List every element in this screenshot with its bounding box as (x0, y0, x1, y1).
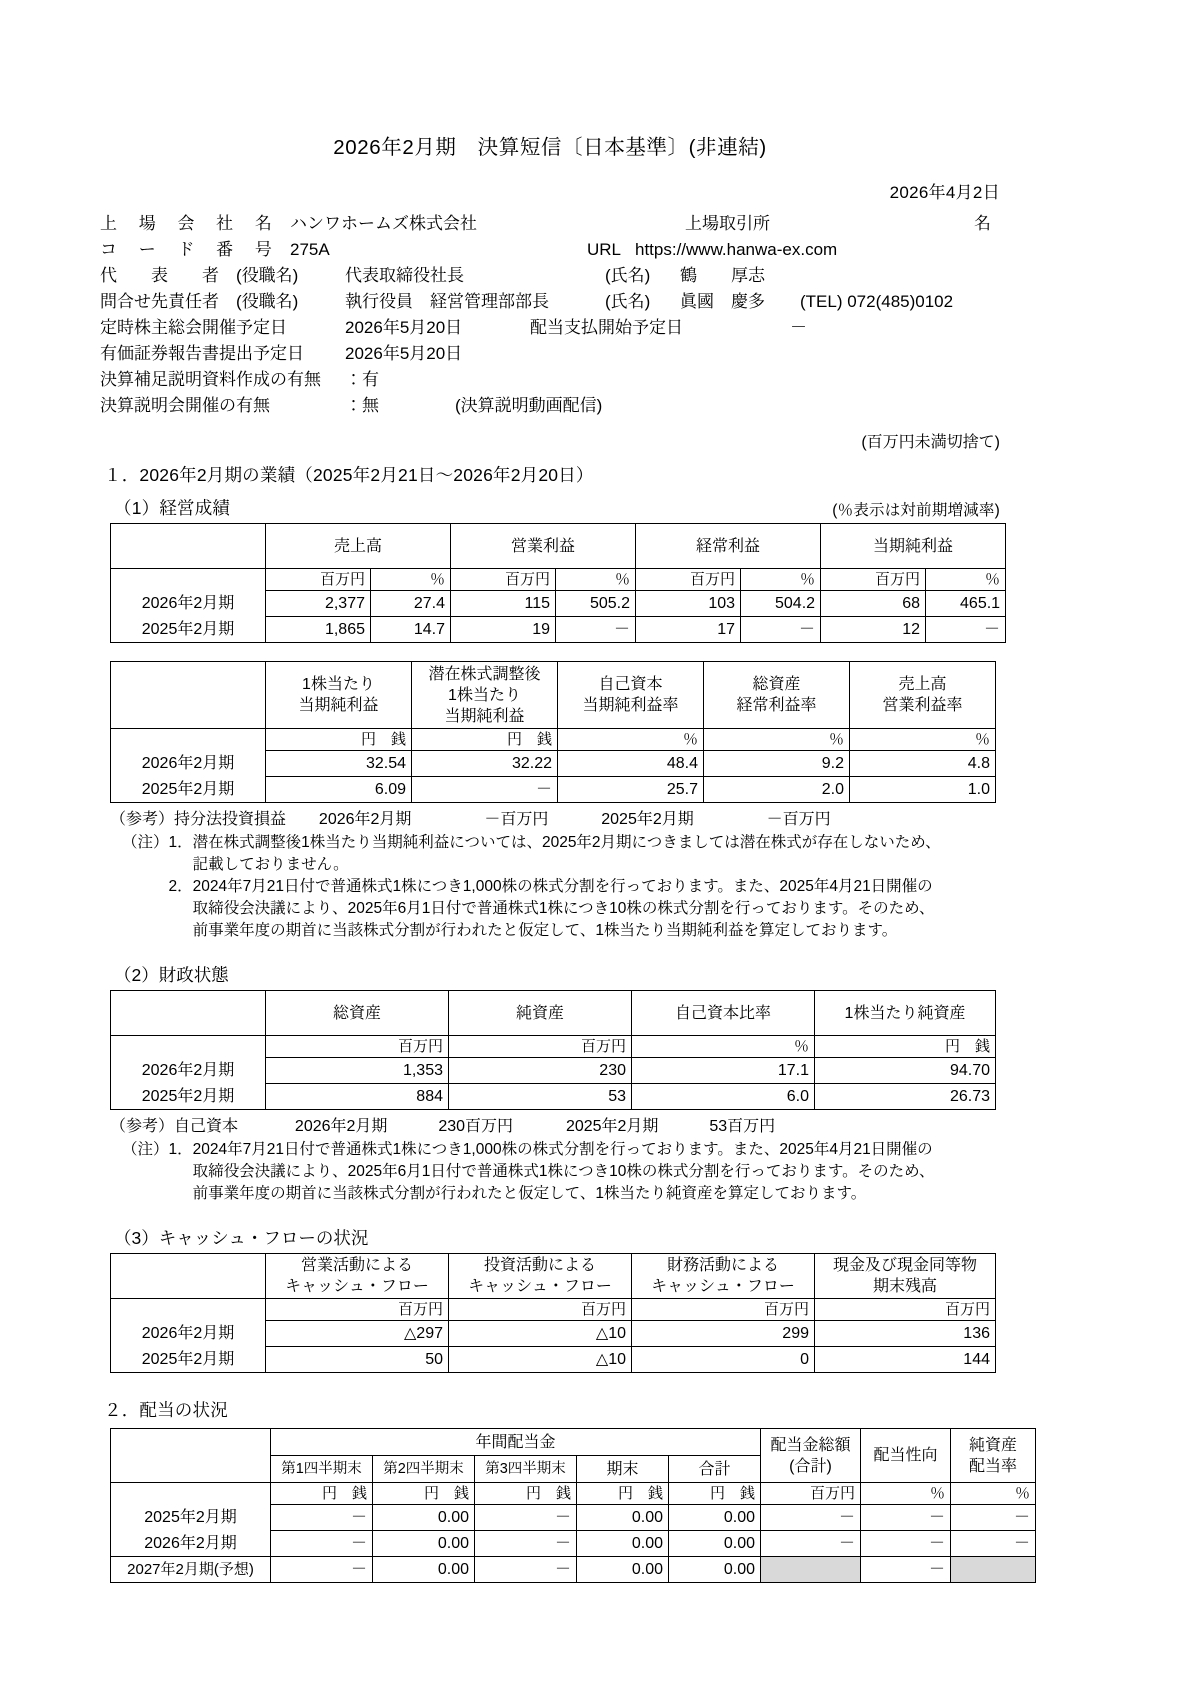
rep-name-label: (氏名) (605, 266, 651, 285)
section1-title: １．2026年2月期の業績（2025年2月21日～2026年2月20日） (104, 465, 594, 485)
col-cash-balance-line1: 現金及び現金同等物 (832, 1257, 977, 1274)
unit-cell: 百万円 (266, 1299, 449, 1321)
col-operating-cf-line2: キャッシュ・フロー (285, 1278, 429, 1295)
col-cash-balance (815, 1254, 996, 1299)
table-row (111, 1531, 1036, 1557)
note-number: 1． (168, 834, 193, 851)
unit-blank (111, 1483, 271, 1505)
equity-reference-period2: 2025年2月期 (565, 1118, 659, 1135)
header-row-company (100, 211, 1000, 237)
row-cell: 115 (451, 591, 556, 617)
meeting-date: 2026年5月20日 (345, 318, 463, 337)
col-diluted-eps-line1: 潜在株式調整後 (428, 665, 541, 683)
contact-title-value: 執行役員 経営管理部部長 (345, 292, 549, 311)
row-cell: － (271, 1557, 373, 1583)
header-row-contact (100, 289, 1000, 315)
row-cell: － (271, 1531, 373, 1557)
report-label: 有価証券報告書提出予定日 (100, 344, 304, 363)
section1-notes (122, 832, 1000, 942)
supplement-value: ：有 (345, 370, 379, 389)
section2-notes (122, 1139, 1000, 1205)
unit-cell: 百万円 (636, 569, 741, 591)
table-row (111, 617, 1006, 643)
row-cell: 4.8 (850, 751, 996, 777)
row-cell: － (556, 617, 636, 643)
contact-tel: (TEL) 072(485)0102 (800, 292, 954, 311)
row-cell: 94.70 (815, 1058, 996, 1084)
unit-cell: ％ (558, 729, 704, 751)
col-operating-cf (266, 1254, 449, 1299)
row-cell: 9.2 (704, 751, 850, 777)
table-row (111, 591, 1006, 617)
col-q3-end: 第3四半期末 (475, 1456, 577, 1483)
section3-title: （3）キャッシュ・フローの状況 (114, 1228, 369, 1248)
table-unit-row (111, 729, 996, 751)
row-cell: △297 (266, 1321, 449, 1347)
row-cell: － (271, 1505, 373, 1531)
row-period: 2025年2月期 (111, 1084, 266, 1110)
col-total-dividend-amount-line2: (合計) (789, 1457, 832, 1475)
equity-method-reference (110, 806, 1000, 829)
row-cell: 32.22 (412, 751, 558, 777)
row-cell: 2.0 (704, 777, 850, 803)
row-period: 2025年2月期 (111, 1347, 266, 1373)
dividend-pay-label: 配当支払開始予定日 (530, 318, 683, 337)
table-header-row (111, 991, 996, 1036)
unit-cell: 百万円 (761, 1483, 861, 1505)
page-title: 2026年2月期 決算短信〔日本基準〕(非連結) (333, 136, 767, 159)
col-bps: 1株当たり純資産 (815, 991, 996, 1036)
section4-title: ２．配当の状況 (104, 1400, 228, 1420)
col-q2-end: 第2四半期末 (373, 1456, 475, 1483)
header-row-code (100, 237, 1000, 263)
url-label: URL (587, 240, 622, 259)
row-cell: － (741, 617, 821, 643)
note-item (122, 876, 1000, 942)
row-cell-shaded (761, 1557, 861, 1583)
row-cell: 0.00 (669, 1505, 761, 1531)
row-period: 2026年2月期 (111, 1531, 271, 1557)
col-operating-margin-line2: 営業利益率 (882, 697, 963, 714)
row-cell: － (475, 1505, 577, 1531)
unit-cell: 百万円 (632, 1299, 815, 1321)
unit-blank (111, 569, 266, 591)
row-cell: － (926, 617, 1006, 643)
row-period: 2026年2月期 (111, 1321, 266, 1347)
unit-cell: ％ (632, 1036, 815, 1058)
row-cell: 0.00 (669, 1557, 761, 1583)
section1-sub1-title-row (114, 495, 1000, 520)
corner-cell (111, 991, 266, 1036)
row-cell: △10 (449, 1321, 632, 1347)
note-body (193, 832, 941, 876)
unit-cell: 円 銭 (412, 729, 558, 751)
header-row-supplement (100, 367, 1000, 393)
unit-cell: 百万円 (449, 1299, 632, 1321)
unit-cell: 円 銭 (475, 1483, 577, 1505)
col-operating-margin (850, 662, 996, 729)
note-line: 記載しておりません。 (192, 856, 349, 873)
note-body (193, 876, 935, 942)
unit-cell: 円 銭 (815, 1036, 996, 1058)
row-cell: － (861, 1557, 951, 1583)
col-financing-cf (632, 1254, 815, 1299)
row-cell: － (951, 1505, 1036, 1531)
row-period: 2026年2月期 (111, 591, 266, 617)
note-line: 前事業年度の期首に当該株式分割が行われたと仮定して、1株当たり純資産を算定しております。 (192, 1185, 867, 1202)
supplement-label: 決算補足説明資料作成の有無 (100, 370, 321, 389)
col-operating-margin-line1: 売上高 (898, 676, 947, 693)
col-nav-dividend-ratio-line1: 純資産 (968, 1436, 1017, 1454)
corner-cell (111, 1429, 271, 1483)
equity-method-label: （参考）持分法投資損益 (110, 811, 287, 828)
col-net-sales: 売上高 (266, 524, 451, 569)
row-cell: － (861, 1505, 951, 1531)
col-roa-line1: 総資産 (752, 676, 801, 693)
table-unit-row (111, 569, 1006, 591)
rep-name-value: 鶴 厚志 (680, 266, 765, 285)
cash-flow-table (110, 1253, 996, 1373)
row-cell: 6.09 (266, 777, 412, 803)
table-unit-row (111, 1299, 996, 1321)
unit-cell: ％ (861, 1483, 951, 1505)
col-payout-ratio: 配当性向 (861, 1429, 951, 1483)
row-cell: 230 (449, 1058, 632, 1084)
col-investing-cf (449, 1254, 632, 1299)
row-cell: 103 (636, 591, 741, 617)
unit-cell: 円 銭 (266, 729, 412, 751)
col-eps (266, 662, 412, 729)
operating-results-table (110, 523, 1006, 643)
code-value: 275A (290, 240, 330, 259)
row-cell: 2,377 (266, 591, 371, 617)
company-header-block (100, 211, 1000, 419)
row-cell: 505.2 (556, 591, 636, 617)
table-row (111, 1347, 996, 1373)
unit-cell: ％ (704, 729, 850, 751)
row-cell: 25.7 (558, 777, 704, 803)
col-nav-dividend-ratio-line2: 配当率 (968, 1457, 1017, 1475)
unit-cell: ％ (951, 1483, 1036, 1505)
row-cell: － (475, 1531, 577, 1557)
note-body (193, 1139, 935, 1205)
unit-cell: 円 銭 (577, 1483, 669, 1505)
col-cash-balance-line2: 期末残高 (872, 1278, 937, 1295)
col-operating-income: 営業利益 (451, 524, 636, 569)
rounding-note: (百万円未満切捨て) (861, 434, 1000, 451)
col-nav-dividend-ratio (951, 1429, 1036, 1483)
col-roe-line2: 当期純利益率 (582, 697, 679, 714)
table-unit-row (111, 1483, 1036, 1505)
row-cell: 0.00 (373, 1557, 475, 1583)
row-cell: 0.00 (577, 1531, 669, 1557)
section1-sub1-title: （1）経営成績 (114, 498, 231, 518)
row-cell: 299 (632, 1321, 815, 1347)
row-cell: － (412, 777, 558, 803)
col-financing-cf-line2: キャッシュ・フロー (651, 1278, 795, 1295)
col-eps-line1: 1株当たり (302, 676, 375, 693)
row-period: 2026年2月期 (111, 1058, 266, 1084)
table-row (111, 1321, 996, 1347)
row-cell: 0 (632, 1347, 815, 1373)
unit-cell: ％ (741, 569, 821, 591)
col-operating-cf-line1: 営業活動による (300, 1257, 413, 1274)
row-cell: － (475, 1557, 577, 1583)
col-roa-line2: 経常利益率 (736, 697, 817, 714)
col-diluted-eps (412, 662, 558, 729)
row-cell: 6.0 (632, 1084, 815, 1110)
row-cell: － (861, 1531, 951, 1557)
row-cell: 1,353 (266, 1058, 449, 1084)
section2-title: （2）財政状態 (114, 965, 229, 985)
table-header-row (111, 662, 996, 729)
row-cell: 50 (266, 1347, 449, 1373)
table-row (111, 751, 996, 777)
row-cell: 144 (815, 1347, 996, 1373)
header-row-representative (100, 263, 1000, 289)
note-item (122, 1139, 1000, 1205)
row-cell: － (951, 1531, 1036, 1557)
row-cell: 12 (821, 617, 926, 643)
equity-method-period2: 2025年2月期 (601, 811, 694, 828)
col-ordinary-income: 経常利益 (636, 524, 821, 569)
unit-cell: 円 銭 (373, 1483, 475, 1505)
unit-cell: 百万円 (451, 569, 556, 591)
row-cell: 26.73 (815, 1084, 996, 1110)
unit-blank (111, 1299, 266, 1321)
col-roe-line1: 自己資本 (598, 676, 663, 693)
notes-label: （注） (122, 1141, 169, 1158)
col-financing-cf-line1: 財務活動による (666, 1257, 779, 1274)
col-eps-line2: 当期純利益 (298, 697, 379, 714)
col-diluted-eps-line2: 1株当たり (448, 686, 521, 704)
table-row (111, 1058, 996, 1084)
equity-method-value1: －百万円 (484, 811, 549, 828)
contact-name-label: (氏名) (605, 292, 651, 311)
table-header-row (111, 524, 1006, 569)
contact-label: 問合せ先責任者 (100, 292, 219, 311)
unit-cell: ％ (850, 729, 996, 751)
col-roa (704, 662, 850, 729)
row-cell: 48.4 (558, 751, 704, 777)
row-cell: 17.1 (632, 1058, 815, 1084)
equity-reference-period1: 2026年2月期 (294, 1118, 388, 1135)
row-cell: 53 (449, 1084, 632, 1110)
unit-blank (111, 1036, 266, 1058)
col-total-dividend-amount-line1: 配当金総額 (770, 1436, 851, 1454)
col-total-assets: 総資産 (266, 991, 449, 1036)
row-cell: － (761, 1505, 861, 1531)
dividend-pay-date: － (790, 318, 807, 337)
row-cell: 0.00 (577, 1557, 669, 1583)
row-cell: 27.4 (371, 591, 451, 617)
release-date: 2026年4月2日 (889, 183, 1000, 202)
note-line: 潜在株式調整後1株当たり当期純利益については、2025年2月期につきましては潜在株式が存在しないため、 (192, 834, 941, 851)
note-line: 2024年7月21日付で普通株式1株につき1,000株の株式分割を行っております。また、2025年4月21日開催の (192, 1141, 933, 1158)
dividend-status-table (110, 1428, 1036, 1583)
corner-cell (111, 662, 266, 729)
row-period: 2027年2月期(予想) (111, 1557, 271, 1583)
briefing-value: ：無 (345, 396, 379, 415)
note-number: 1． (168, 1141, 193, 1158)
report-date: 2026年5月20日 (345, 344, 463, 363)
table-row (111, 777, 996, 803)
row-cell: 17 (636, 617, 741, 643)
notes-label: （注） (122, 834, 169, 851)
exchange-label: 上場取引所 (685, 214, 770, 233)
row-cell: 0.00 (669, 1531, 761, 1557)
note-line: 取締役会決議により、2025年6月1日付で普通株式1株につき10株の株式分割を行っております。そのため、 (192, 1163, 935, 1180)
row-cell: － (761, 1531, 861, 1557)
equity-reference-value2: 53百万円 (709, 1118, 776, 1135)
section1-sub1-note: (％表示は対前期増減率) (832, 502, 1000, 519)
exchange-value: 名 (974, 214, 991, 233)
table-row (111, 1084, 996, 1110)
col-roe (558, 662, 704, 729)
rep-title-value: 代表取締役社長 (345, 266, 464, 285)
contact-title-label: (役職名) (236, 292, 299, 311)
col-net-income: 当期純利益 (821, 524, 1006, 569)
unit-cell: 百万円 (821, 569, 926, 591)
row-cell: 0.00 (577, 1505, 669, 1531)
briefing-extra: (決算説明動画配信) (455, 396, 603, 415)
row-cell: 1.0 (850, 777, 996, 803)
row-cell: 14.7 (371, 617, 451, 643)
unit-cell: 百万円 (266, 569, 371, 591)
equity-reference-label: （参考）自己資本 (110, 1118, 239, 1135)
equity-reference (110, 1113, 1000, 1136)
table-unit-row (111, 1036, 996, 1058)
col-total-dividend-amount (761, 1429, 861, 1483)
equity-reference-value1: 230百万円 (438, 1118, 514, 1135)
unit-cell: ％ (926, 569, 1006, 591)
col-net-assets: 純資産 (449, 991, 632, 1036)
col-equity-ratio: 自己資本比率 (632, 991, 815, 1036)
row-cell: 504.2 (741, 591, 821, 617)
per-share-results-table (110, 661, 996, 803)
unit-blank (111, 729, 266, 751)
corner-cell (111, 1254, 266, 1299)
code-label: コ ー ド 番 号 (100, 240, 281, 259)
row-cell: 0.00 (373, 1531, 475, 1557)
header-row-briefing (100, 393, 1000, 419)
col-annual-dividend: 年間配当金 (271, 1429, 761, 1456)
row-period: 2025年2月期 (111, 617, 266, 643)
col-diluted-eps-line3: 当期純利益 (444, 707, 525, 725)
col-q1-end: 第1四半期末 (271, 1456, 373, 1483)
table-header-row-top (111, 1429, 1036, 1456)
col-total: 合計 (669, 1456, 761, 1483)
table-row (111, 1557, 1036, 1583)
note-line: 2024年7月21日付で普通株式1株につき1,000株の株式分割を行っております。また、2025年4月21日開催の (192, 878, 933, 895)
row-cell: 19 (451, 617, 556, 643)
row-cell: 884 (266, 1084, 449, 1110)
col-investing-cf-line1: 投資活動による (483, 1257, 596, 1274)
unit-cell: 百万円 (449, 1036, 632, 1058)
company-name-label: 上 場 会 社 名 (100, 214, 281, 233)
col-investing-cf-line2: キャッシュ・フロー (468, 1278, 612, 1295)
representative-label: 代 表 者 (100, 266, 219, 285)
row-cell: 136 (815, 1321, 996, 1347)
row-period: 2026年2月期 (111, 751, 266, 777)
note-item (122, 832, 1000, 876)
url-value: https://www.hanwa-ex.com (635, 240, 838, 259)
equity-method-period1: 2026年2月期 (318, 811, 412, 828)
row-cell: 32.54 (266, 751, 412, 777)
table-header-row (111, 1254, 996, 1299)
meeting-label: 定時株主総会開催予定日 (100, 318, 287, 337)
row-cell: △10 (449, 1347, 632, 1373)
unit-cell: 百万円 (266, 1036, 449, 1058)
row-cell: 68 (821, 591, 926, 617)
row-cell-shaded (951, 1557, 1036, 1583)
unit-cell: 円 銭 (669, 1483, 761, 1505)
row-cell: 1,865 (266, 617, 371, 643)
note-line: 取締役会決議により、2025年6月1日付で普通株式1株につき10株の株式分割を行っております。そのため、 (192, 900, 935, 917)
equity-method-value2: －百万円 (766, 811, 831, 828)
company-name-value: ハンワホームズ株式会社 (290, 214, 477, 233)
header-row-shareholder-meeting (100, 315, 1000, 341)
unit-cell: 円 銭 (271, 1483, 373, 1505)
row-cell: 0.00 (373, 1505, 475, 1531)
briefing-label: 決算説明会開催の有無 (100, 396, 270, 415)
financial-position-table (110, 990, 996, 1110)
row-cell: 465.1 (926, 591, 1006, 617)
note-line: 前事業年度の期首に当該株式分割が行われたと仮定して、1株当たり当期純利益を算定しております。 (192, 922, 898, 939)
header-row-securities-report (100, 341, 1000, 367)
note-number: 2． (168, 878, 193, 895)
unit-cell: ％ (371, 569, 451, 591)
table-row (111, 1505, 1036, 1531)
unit-cell: ％ (556, 569, 636, 591)
corner-cell (111, 524, 266, 569)
contact-name-value: 眞國 慶多 (680, 292, 765, 311)
col-year-end: 期末 (577, 1456, 669, 1483)
row-period: 2025年2月期 (111, 1505, 271, 1531)
row-period: 2025年2月期 (111, 777, 266, 803)
unit-cell: 百万円 (815, 1299, 996, 1321)
rep-title-label: (役職名) (236, 266, 299, 285)
